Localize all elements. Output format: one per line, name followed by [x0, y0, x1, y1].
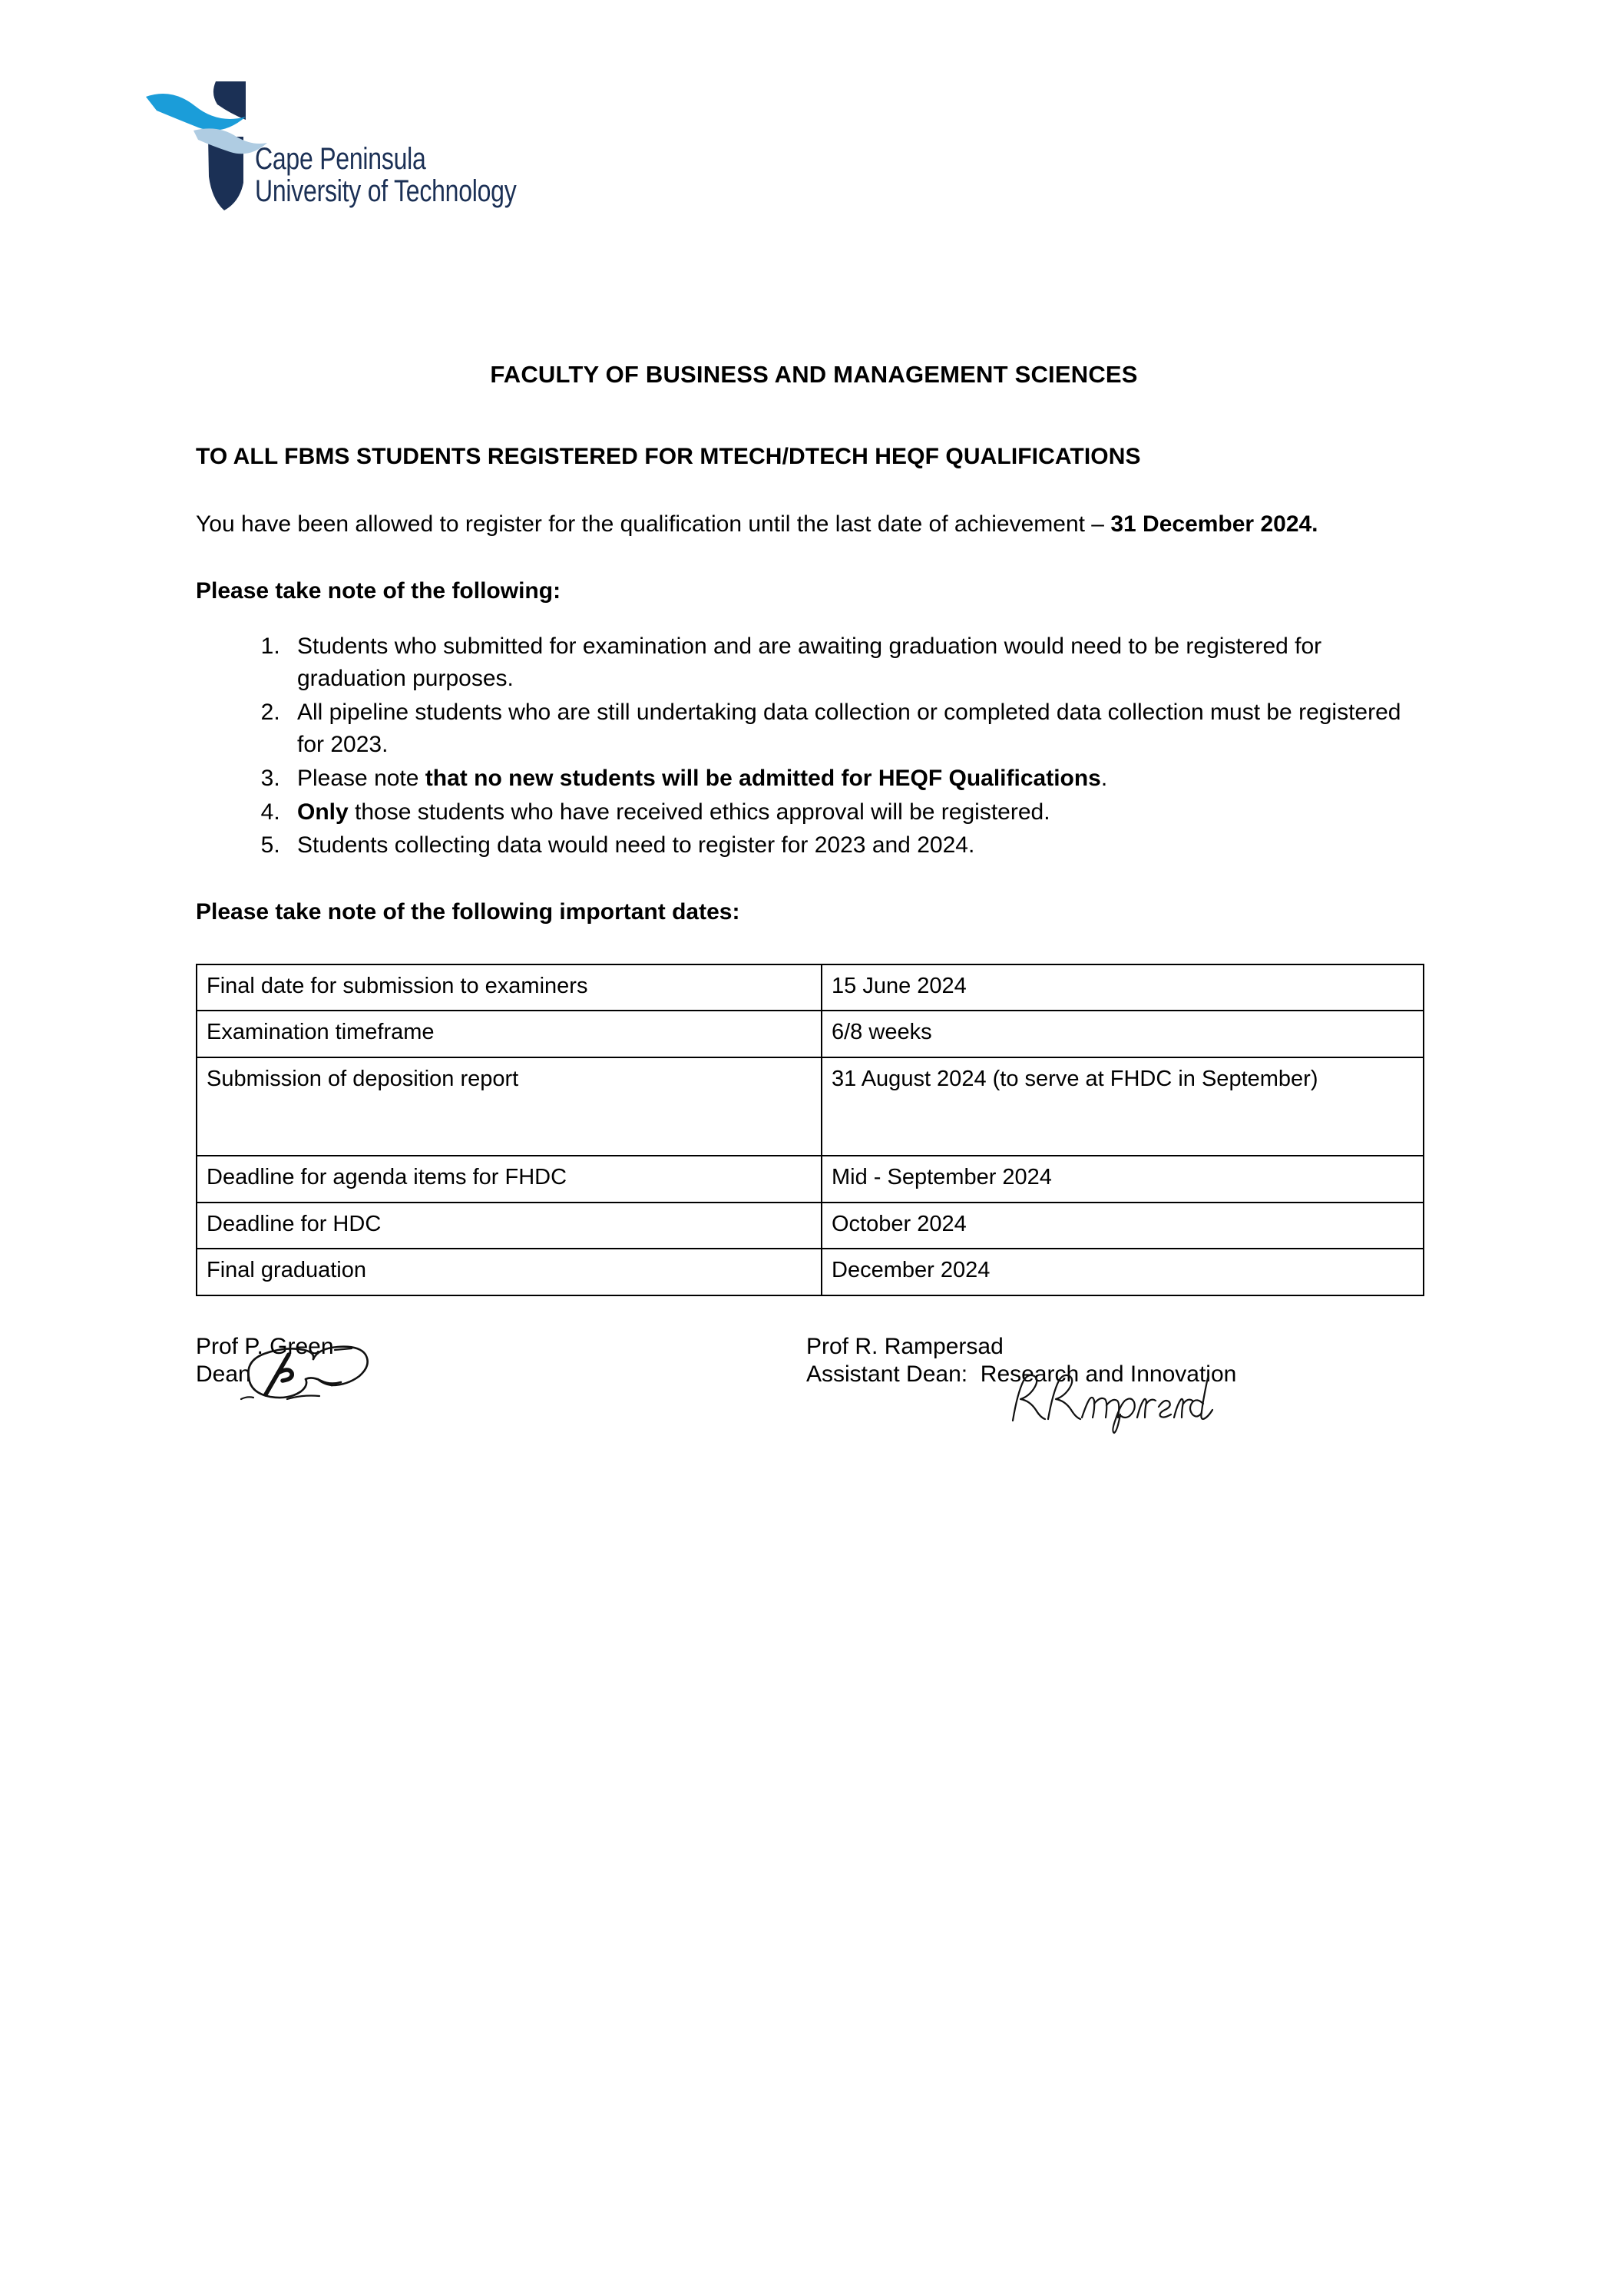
note-bold: that no new students will be admitted for HEQF Qualifications [425, 765, 1101, 791]
table-row [197, 1057, 1424, 1156]
table-cell-value: October 2024 [822, 1203, 1424, 1249]
signer-name-left: Prof P. Green [196, 1333, 334, 1359]
important-dates-table [196, 964, 1424, 1296]
list-item [286, 696, 1432, 762]
signer-title-right: Assistant Dean: Research and Innovation [806, 1361, 1237, 1388]
intro-paragraph [196, 508, 1432, 541]
signature-p-green-icon [238, 1333, 384, 1418]
page-title: FACULTY OF BUSINESS AND MANAGEMENT SCIENCES [490, 361, 1138, 388]
document-body [196, 0, 1432, 1494]
note-post: . [1100, 765, 1108, 791]
signer-title-left: Dean [196, 1361, 251, 1388]
note-pre: Students who submitted for examination and are awaiting graduation would need to be registered for graduation purposes. [297, 633, 1322, 692]
table-cell-value: 6/8 weeks [822, 1011, 1424, 1057]
table-cell-label: Submission of deposition report [197, 1057, 822, 1156]
addressee-line: TO ALL FBMS STUDENTS REGISTERED FOR MTECH/DTECH HEQF QUALIFICATIONS [196, 444, 1141, 469]
signature-r-rampersad-icon [1002, 1365, 1225, 1434]
list-item [286, 763, 1432, 796]
table-cell-label: Deadline for agenda items for FHDC [197, 1156, 822, 1203]
intro-text: You have been allowed to register for the qualification until the last date of achievement – [196, 511, 1111, 537]
logo-line-1: Cape Peninsula [255, 142, 426, 176]
table-row [197, 1203, 1424, 1249]
note-pre: All pipeline students who are still undertaking data collection or completed data collection must be registered for 2023. [297, 699, 1401, 758]
table-row [197, 964, 1424, 1011]
note-pre: Please note [297, 765, 425, 791]
note-pre: Students collecting data would need to register for 2023 and 2024. [297, 832, 975, 859]
intro-deadline: 31 December 2024. [1110, 511, 1318, 537]
dates-heading: Please take note of the following important dates: [196, 898, 740, 925]
notes-list [196, 630, 1432, 862]
table-cell-label: Final date for submission to examiners [197, 964, 822, 1011]
table-row [197, 1156, 1424, 1203]
notes-heading: Please take note of the following: [196, 577, 561, 604]
table-row [197, 1011, 1424, 1057]
table-cell-value: December 2024 [822, 1249, 1424, 1295]
table-cell-value: Mid - September 2024 [822, 1156, 1424, 1203]
table-cell-label: Examination timeframe [197, 1011, 822, 1057]
table-cell-value: 31 August 2024 (to serve at FHDC in September) [822, 1057, 1424, 1156]
list-item [286, 796, 1432, 829]
list-item [286, 630, 1432, 696]
logo-line-2: University of Technology [255, 174, 517, 209]
table-cell-label: Final graduation [197, 1249, 822, 1295]
list-item [286, 829, 1432, 862]
table-cell-label: Deadline for HDC [197, 1203, 822, 1249]
note-post: those students who have received ethics approval will be registered. [348, 799, 1050, 825]
signature-area [196, 1333, 1432, 1494]
note-bold: Only [297, 799, 349, 825]
signer-name-right: Prof R. Rampersad [806, 1333, 1004, 1359]
table-cell-value: 15 June 2024 [822, 964, 1424, 1011]
table-row [197, 1249, 1424, 1295]
